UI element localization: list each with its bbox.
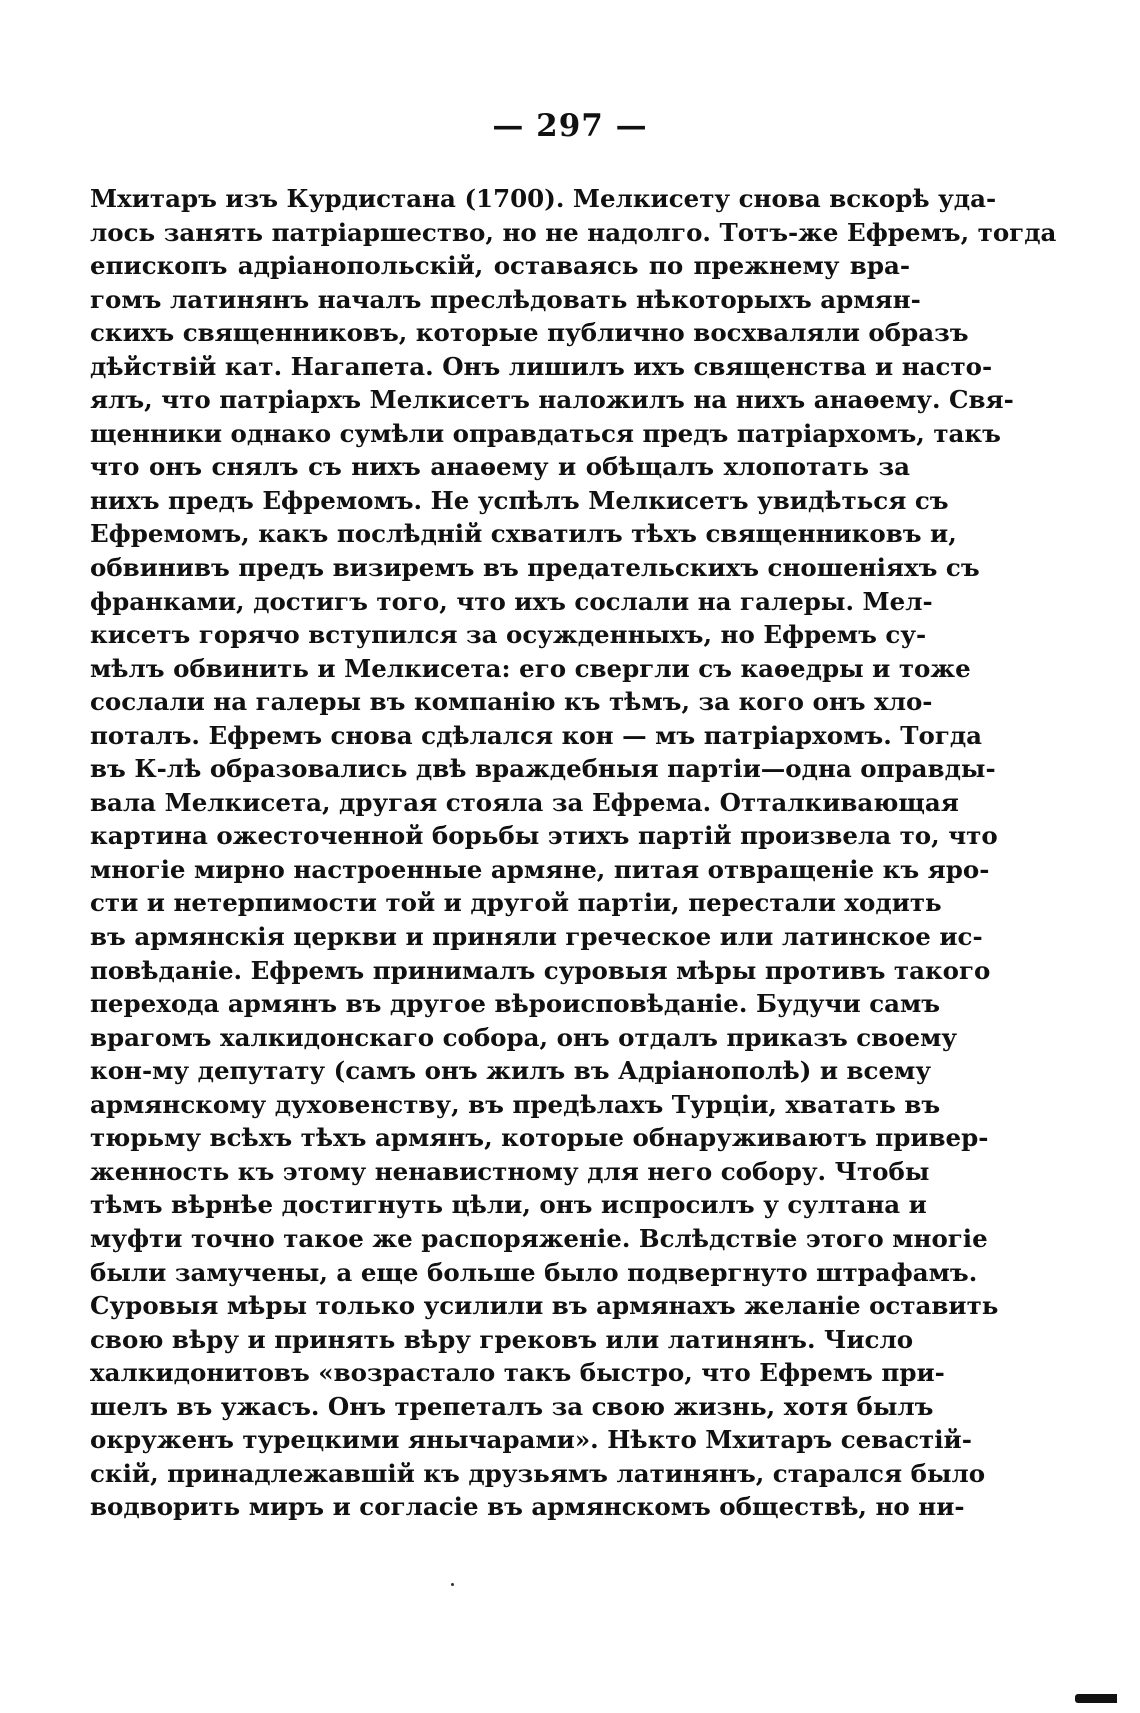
- text-line: вала Мелкисета, другая стояла за Ефрема. Отталкивающая: [90, 787, 959, 817]
- text-line: шелъ въ ужасъ. Онъ трепеталъ за свою жизнь, хотя былъ: [90, 1391, 934, 1421]
- text-line: повѣданіе. Ефремъ принималъ суровыя мѣры противъ такого: [90, 955, 991, 985]
- text-line: нихъ предъ Ефремомъ. Не успѣлъ Мелкисетъ увидѣться съ: [90, 485, 949, 515]
- text-line: что онъ снялъ съ нихъ анаѳему и обѣщалъ хлопотать за: [90, 452, 910, 482]
- text-line: армянскому духовенству, въ предѣлахъ Турціи, хватать въ: [90, 1089, 941, 1119]
- text-line: женность къ этому ненавистному для него собору. Чтобы: [90, 1156, 930, 1186]
- page-number: — 297 —: [492, 108, 648, 144]
- text-line: Ефремомъ, какъ послѣдній схватилъ тѣхъ священниковъ и,: [90, 519, 957, 549]
- text-line: окруженъ турецкими янычарами». Нѣкто Мхитаръ севастій-: [90, 1425, 972, 1455]
- text-line: водворить миръ и согласіе въ армянскомъ обществѣ, но ни-: [90, 1492, 965, 1522]
- text-line: скихъ священниковъ, которые публично восхваляли образъ: [90, 318, 969, 348]
- text-line: халкидонитовъ «возрастало такъ быстро, что Ефремъ при-: [90, 1358, 945, 1388]
- text-line: щенники однако сумѣли оправдаться предъ патріархомъ, такъ: [90, 418, 1001, 448]
- text-line: лось занять патріаршество, но не надолго. Тотъ-же Ефремъ, тогда: [90, 217, 1057, 247]
- text-line: тѣмъ вѣрнѣе достигнуть цѣли, онъ испросилъ у султана и: [90, 1190, 927, 1220]
- text-line: врагомъ халкидонскаго собора, онъ отдалъ приказъ своему: [90, 1022, 958, 1052]
- text-line: картина ожесточенной борьбы этихъ партій произвела то, что: [90, 821, 998, 851]
- text-line: обвинивъ предъ визиремъ въ предательскихъ сношеніяхъ съ: [90, 553, 980, 583]
- text-line: свою вѣру и принять вѣру грековъ или латинянъ. Число: [90, 1324, 914, 1354]
- text-line: мѣлъ обвинить и Мелкисета: его свергли съ каѳедры и тоже: [90, 653, 971, 683]
- text-line: гомъ латинянъ началъ преслѣдовать нѣкоторыхъ армян-: [90, 284, 921, 314]
- text-line: перехода армянъ въ другое вѣроисповѣданіе. Будучи самъ: [90, 989, 941, 1019]
- text-line: были замучены, а еще больше было подвергнуто штрафамъ.: [90, 1257, 978, 1287]
- body-text: [90, 182, 1057, 1524]
- text-line: епископъ адріанопольскій, оставаясь по прежнему вра-: [90, 251, 910, 281]
- text-line: франками, достигъ того, что ихъ сослали на галеры. Мел-: [90, 586, 933, 616]
- text-line: Суровыя мѣры только усилили въ армянахъ желаніе оставить: [90, 1291, 999, 1321]
- text-line: дѣйствій кат. Нагапета. Онъ лишилъ ихъ священства и насто-: [90, 351, 993, 381]
- print-speck: [451, 1583, 454, 1586]
- text-line: сти и нетерпимости той и другой партіи, перестали ходить: [90, 888, 942, 918]
- text-line: въ К-лѣ образовались двѣ враждебныя партіи—одна оправды-: [90, 754, 996, 784]
- text-line: скій, принадлежавшій къ друзьямъ латинянъ, старался было: [90, 1458, 986, 1488]
- text-line: кон-му депутату (самъ онъ жилъ въ Адріанополѣ) и всему: [90, 1056, 932, 1086]
- text-line: въ армянскія церкви и приняли греческое или латинское ис-: [90, 922, 983, 952]
- text-line: муфти точно такое же распоряженіе. Вслѣдствіе этого многіе: [90, 1223, 988, 1253]
- text-line: ялъ, что патріархъ Мелкисетъ наложилъ на нихъ анаѳему. Свя-: [90, 385, 1014, 415]
- text-line: тюрьму всѣхъ тѣхъ армянъ, которые обнаруживаютъ привер-: [90, 1123, 989, 1153]
- text-line: сослали на галеры въ компанію къ тѣмъ, за кого онъ хло-: [90, 687, 933, 717]
- text-line: Мхитаръ изъ Курдистана (1700). Мелкисету снова вскорѣ уда-: [90, 184, 997, 213]
- text-line: многіе мирно настроенные армяне, питая отвращеніе къ яро-: [90, 854, 990, 884]
- text-line: кисетъ горячо вступился за осужденныхъ, но Ефремъ су-: [90, 620, 927, 650]
- text-line: поталъ. Ефремъ снова сдѣлался кон — мъ патріархомъ. Тогда: [90, 720, 983, 750]
- corner-scan-mark: [1075, 1694, 1117, 1703]
